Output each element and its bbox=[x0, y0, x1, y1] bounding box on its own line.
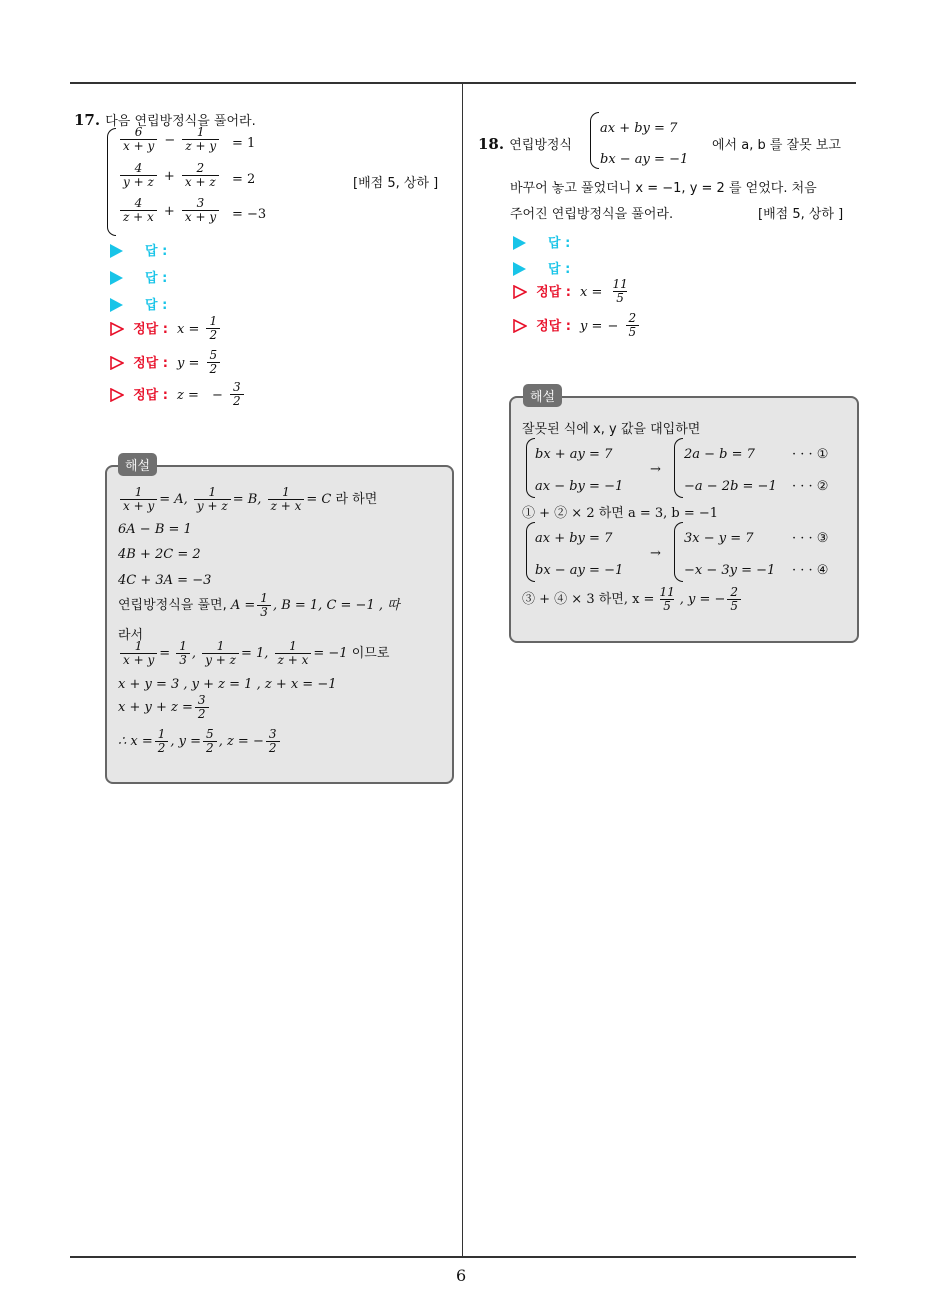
top-rule bbox=[70, 82, 856, 84]
q17-eq2: $\frac{4}{y + z}$ + $\frac{2}{x + z}$ bbox=[118, 162, 221, 189]
q17-score: [배점 5, 상하 ] bbox=[353, 176, 439, 191]
q17-exp-line10: ∴ x = $\frac{1}{2}$ , y = $\frac{5}{2}$ , z = − $\frac{3}{2}$ bbox=[118, 728, 282, 755]
q17-exp-line6: 라서 bbox=[118, 628, 144, 643]
q18-exp-line3: ③ + ④ × 3 하면, x = $\frac{11}{5}$ , y = − $\frac{2}{5}$ bbox=[522, 586, 743, 613]
bottom-rule bbox=[70, 1256, 856, 1258]
q18-system-brace bbox=[590, 112, 599, 169]
q18-explanation-tag: 해설 bbox=[523, 384, 562, 407]
correct-arrow-icon bbox=[110, 356, 124, 370]
q17-exp-line5: 연립방정식을 풀면, A = $\frac{1}{3}$ , B = 1, C = −1 , 따 bbox=[118, 591, 400, 619]
q17-exp-line2: 6A − B = 1 bbox=[118, 522, 192, 537]
q18-system-eq1: ax + by = 7 bbox=[600, 121, 678, 136]
q17-exp-line8: x + y = 3 , y + z = 1 , z + x = −1 bbox=[118, 677, 337, 692]
q18-exp-mark1: · · · ① bbox=[792, 447, 829, 462]
page-number: 6 bbox=[456, 1266, 467, 1285]
q17-eq2-rhs: = 2 bbox=[232, 172, 256, 187]
q17-exp-line9: x + y + z = $\frac{3}{2}$ bbox=[118, 694, 211, 721]
q18-exp-sys1-eq2: ax − by = −1 bbox=[535, 479, 624, 494]
answer-arrow-icon bbox=[110, 271, 123, 285]
correct-arrow-icon bbox=[513, 285, 527, 299]
answer-arrow-icon bbox=[110, 244, 123, 258]
q17-correct-y: 정답 : y = $\frac{5}{2}$ bbox=[110, 349, 222, 376]
q17-exp-line7: $\frac{1}{x + y}$ = $\frac{1}{3}$ , $\frac{1}{y + z}$ = 1, $\frac{1}{z + x}$ = −1 이므로 bbox=[118, 640, 389, 667]
q18-exp-brace1 bbox=[526, 438, 535, 498]
q18-answer-1[interactable]: 답 : bbox=[513, 232, 570, 251]
q18-tail: 에서 a, b 를 잘못 보고 bbox=[712, 138, 841, 153]
q18-exp-brace4 bbox=[674, 522, 683, 582]
q17-system-brace bbox=[107, 128, 116, 236]
correct-arrow-icon bbox=[110, 322, 124, 336]
q18-exp-line2: ① + ② × 2 하면 a = 3, b = −1 bbox=[522, 506, 719, 521]
q18-exp-arrow1: → bbox=[650, 462, 661, 477]
q17-correct-z: 정답 : z = − $\frac{3}{2}$ bbox=[110, 381, 246, 408]
q17-answer-3[interactable]: 답 : bbox=[110, 294, 167, 313]
q18-exp-brace2 bbox=[674, 438, 683, 498]
q18-exp-sys2-eq3: 3x − y = 7 bbox=[684, 531, 754, 546]
column-divider bbox=[462, 82, 463, 1257]
q17-explanation-tag: 해설 bbox=[118, 453, 157, 476]
q17-eq1-rhs: = 1 bbox=[232, 136, 256, 151]
q18-score: [배점 5, 상하 ] bbox=[758, 207, 844, 222]
answer-arrow-icon bbox=[513, 262, 526, 276]
q18-exp-arrow2: → bbox=[650, 546, 661, 561]
correct-arrow-icon bbox=[513, 319, 527, 333]
q17-number: 17. bbox=[74, 111, 101, 129]
q18-system-eq2: bx − ay = −1 bbox=[600, 152, 689, 167]
answer-arrow-icon bbox=[513, 236, 526, 250]
q17-exp-line4: 4C + 3A = −3 bbox=[118, 573, 212, 588]
q18-exp-sys1-eq3: 2a − b = 7 bbox=[684, 447, 755, 462]
q17-eq3: $\frac{4}{z + x}$ + $\frac{3}{x + y}$ bbox=[118, 197, 221, 224]
q18-exp-sys1-eq4: −a − 2b = −1 bbox=[684, 479, 777, 494]
q18-exp-sys2-eq2: bx − ay = −1 bbox=[535, 563, 624, 578]
q17-answer-2[interactable]: 답 : bbox=[110, 267, 167, 286]
q18-exp-mark4: · · · ④ bbox=[792, 563, 829, 578]
q18-line2: 바꾸어 놓고 풀었더니 x = −1, y = 2 를 얻었다. 처음 bbox=[510, 181, 817, 196]
q18-correct-x: 정답 : x = $\frac{11}{5}$ bbox=[513, 278, 633, 305]
q18-exp-mark2: · · · ② bbox=[792, 479, 829, 494]
q17-exp-line1: $\frac{1}{x + y}$ = A, $\frac{1}{y + z}$ = B, $\frac{1}{z + x}$ = C 라 하면 bbox=[118, 486, 377, 513]
q17-eq3-rhs: = −3 bbox=[232, 207, 267, 222]
q18-correct-y: 정답 : y = − $\frac{2}{5}$ bbox=[513, 312, 641, 339]
q18-prefix: 연립방정식 bbox=[509, 138, 572, 153]
q18-answer-2[interactable]: 답 : bbox=[513, 258, 570, 277]
q18-exp-mark3: · · · ③ bbox=[792, 531, 829, 546]
correct-arrow-icon bbox=[110, 388, 124, 402]
q17-correct-x: 정답 : x = $\frac{1}{2}$ bbox=[110, 315, 222, 342]
q18-number: 18. bbox=[478, 135, 505, 153]
q18-line3: 주어진 연립방정식을 풀어라. bbox=[510, 207, 674, 222]
q18-exp-sys2-eq4: −x − 3y = −1 bbox=[684, 563, 776, 578]
q17-answer-1[interactable]: 답 : bbox=[110, 240, 167, 259]
answer-arrow-icon bbox=[110, 298, 123, 312]
q18-exp-sys2-eq1: ax + by = 7 bbox=[535, 531, 613, 546]
q18-exp-sys1-eq1: bx + ay = 7 bbox=[535, 447, 613, 462]
q18-header bbox=[478, 134, 572, 153]
q18-exp-line1: 잘못된 식에 x, y 값을 대입하면 bbox=[522, 422, 701, 437]
q17-eq1: $\frac{6}{x + y}$ − $\frac{1}{z + y}$ bbox=[118, 126, 221, 153]
q17-prompt: 다음 연립방정식을 풀어라. bbox=[105, 114, 256, 129]
q18-exp-brace3 bbox=[526, 522, 535, 582]
q17-exp-line3: 4B + 2C = 2 bbox=[118, 547, 201, 562]
